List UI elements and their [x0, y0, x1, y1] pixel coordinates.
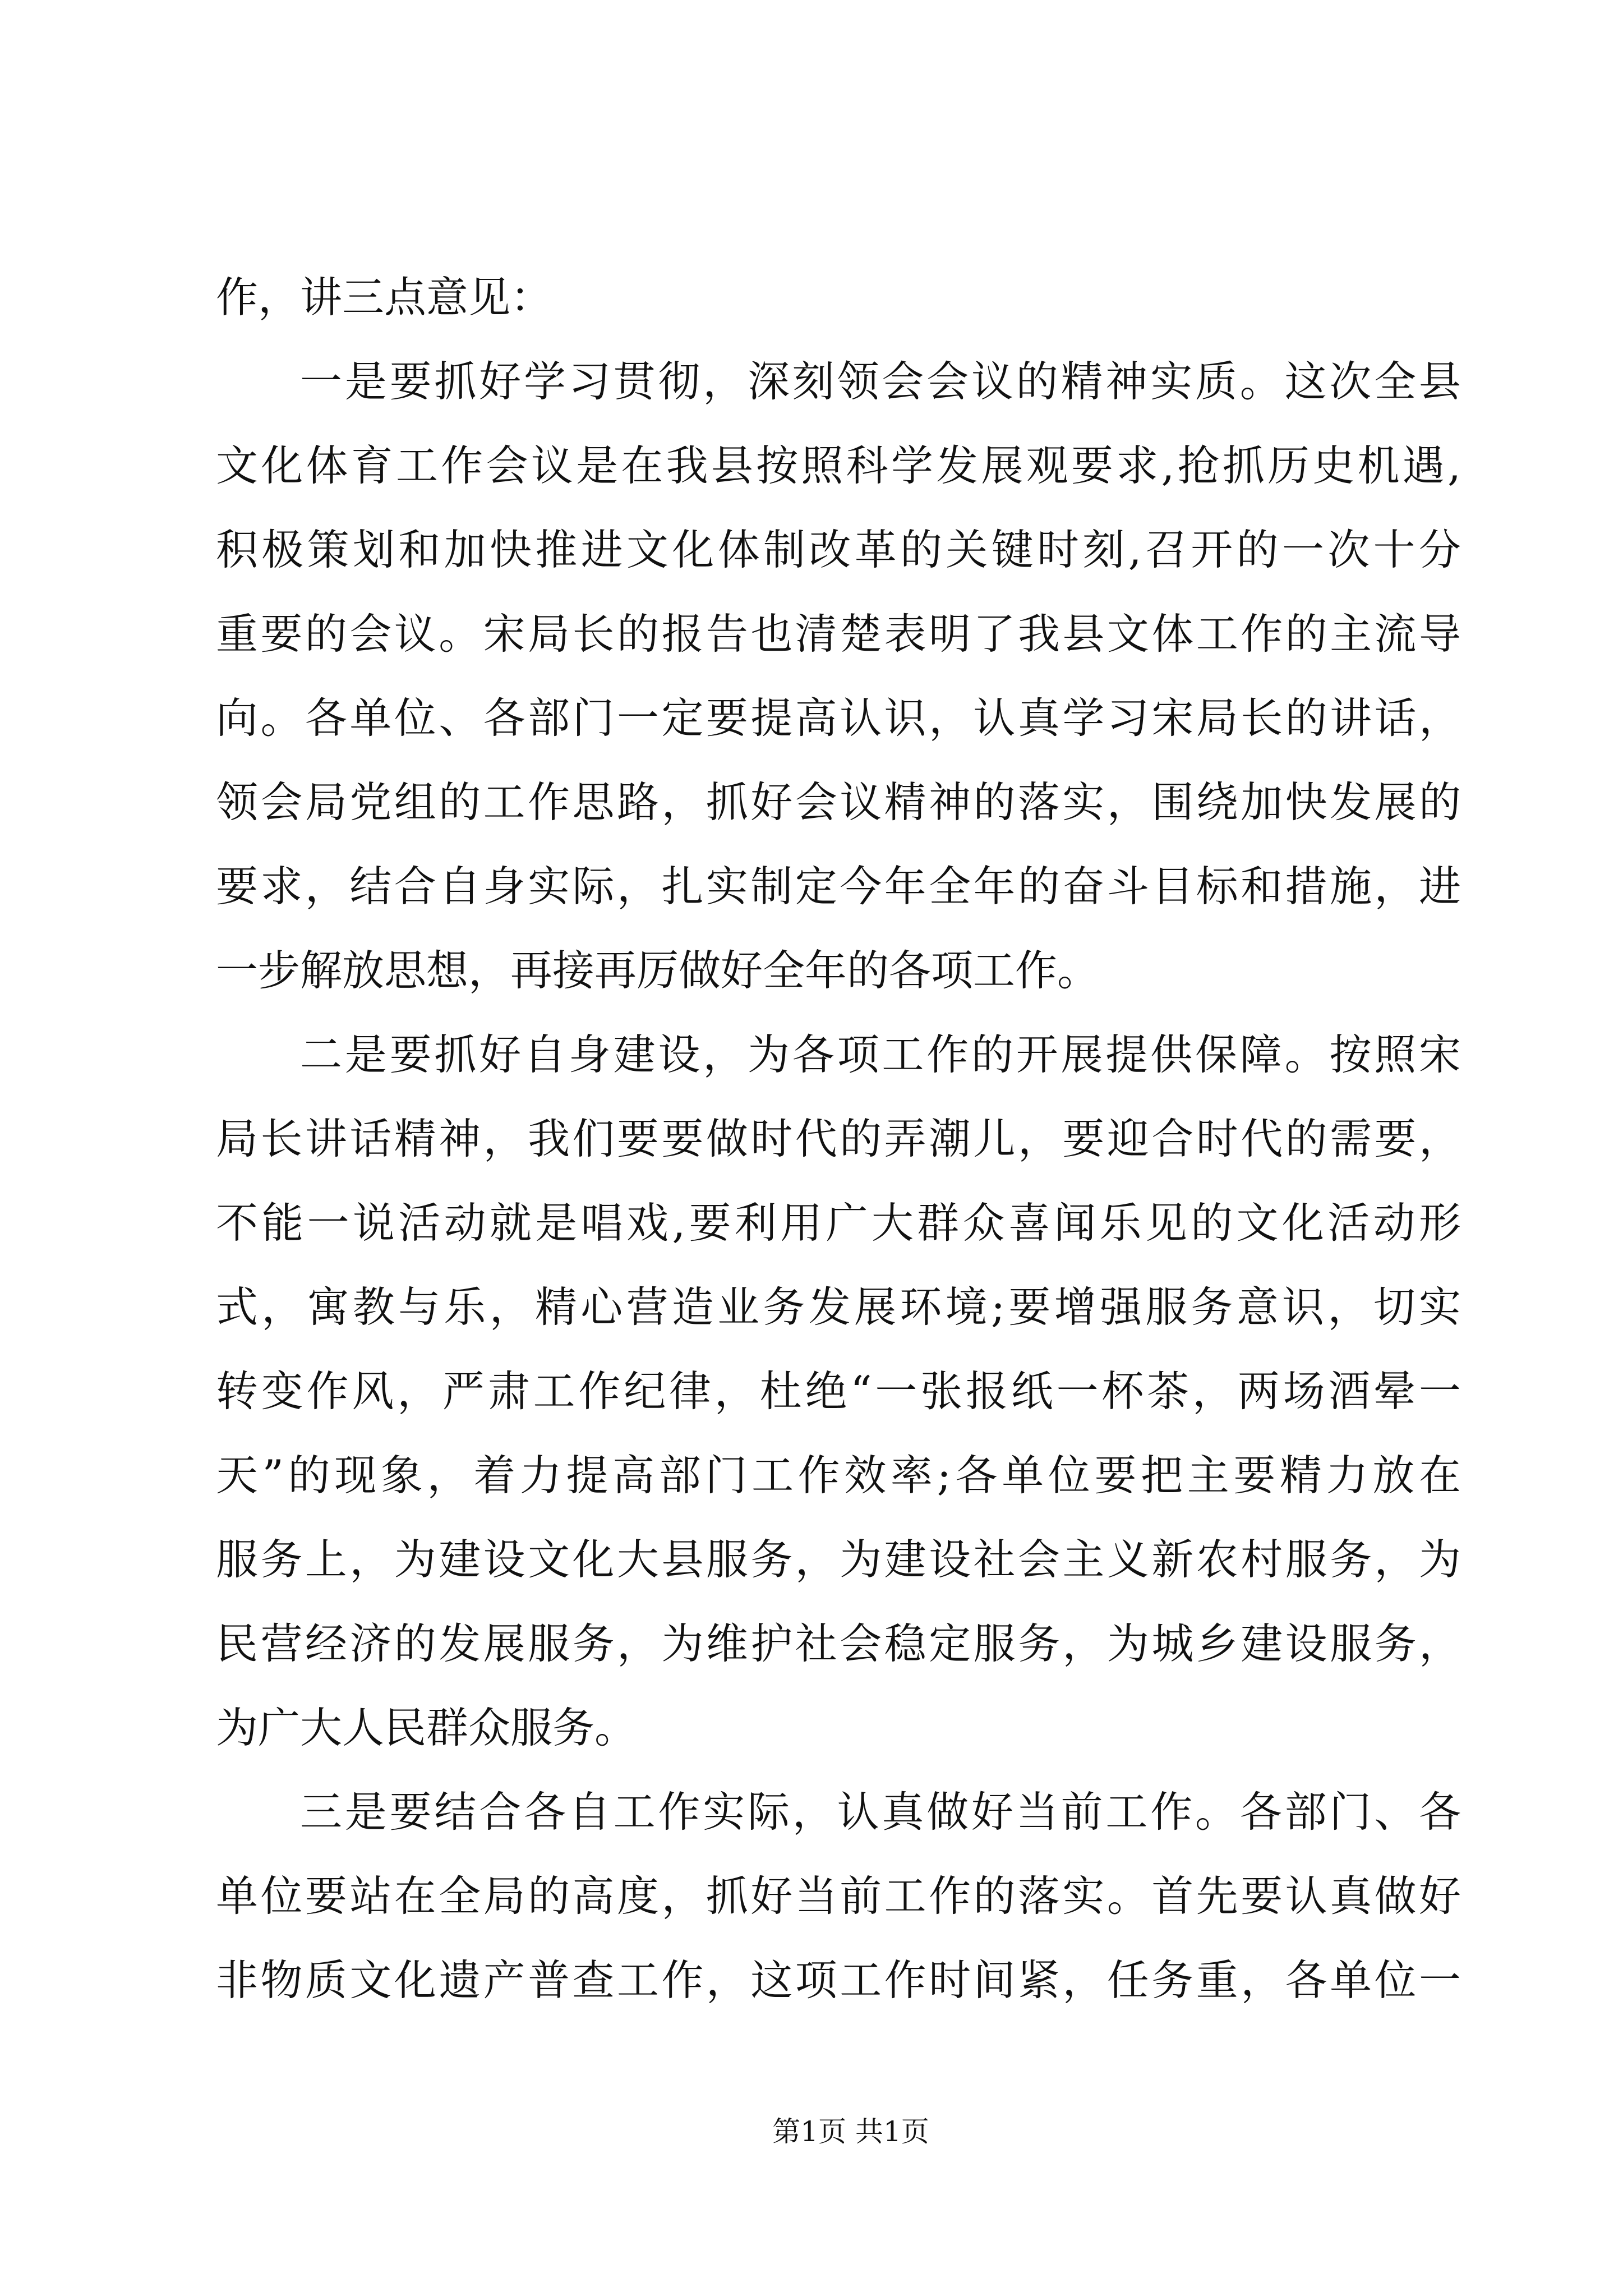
text-line: 转变作风，严肃工作纪律，杜绝“一张报纸一杯茶，两场酒晕一 — [216, 1366, 1461, 1416]
text-line: 领会局党组的工作思路，抓好会议精神的落实，围绕加快发展的 — [216, 777, 1461, 827]
text-line: 不能一说活动就是唱戏,要利用广大群众喜闻乐见的文化活动形 — [216, 1198, 1461, 1248]
text-line: 要求，结合自身实际，扎实制定今年全年的奋斗目标和措施，进 — [216, 862, 1461, 911]
paragraph-point-two — [216, 1013, 1461, 1770]
text-line: 非物质文化遗产普查工作，这项工作时间紧，任务重，各单位一 — [216, 1955, 1461, 2005]
text-line: 作，讲三点意见： — [216, 273, 553, 322]
text-line: 文化体育工作会议是在我县按照科学发展观要求,抢抓历史机遇, — [216, 441, 1461, 490]
text-line: 式，寓教与乐，精心营造业务发展环境;要增强服务意识，切实 — [216, 1282, 1461, 1332]
text-line: 局长讲话精神，我们要要做时代的弄潮儿，要迎合时代的需要， — [216, 1114, 1461, 1163]
text-line: 单位要站在全局的高度，抓好当前工作的落实。首先要认真做好 — [216, 1871, 1461, 1921]
text-line: 为广大人民群众服务。 — [216, 1703, 637, 1752]
paragraph-continuation — [216, 255, 1461, 339]
text-line: 一是要抓好学习贯彻，深刻领会会议的精神实质。这次全县 — [300, 357, 1461, 406]
page-footer — [0, 2112, 1623, 2151]
text-line: 向。各单位、各部门一定要提高认识，认真学习宋局长的讲话， — [216, 693, 1461, 743]
text-line: 二是要抓好自身建设，为各项工作的开展提供保障。按照宋 — [300, 1030, 1461, 1079]
page-number: 第1页 共1页 — [772, 2115, 929, 2148]
text-line: 天”的现象，着力提高部门工作效率;各单位要把主要精力放在 — [216, 1451, 1461, 1500]
text-line: 服务上，为建设文化大县服务，为建设社会主义新农村服务，为 — [216, 1535, 1461, 1584]
document-body — [216, 255, 1461, 2022]
text-line: 民营经济的发展服务，为维护社会稳定服务，为城乡建设服务， — [216, 1619, 1461, 1668]
paragraph-point-one — [216, 339, 1461, 1013]
text-line: 一步解放思想，再接再厉做好全年的各项工作。 — [216, 946, 1100, 995]
text-line: 三是要结合各自工作实际，认真做好当前工作。各部门、各 — [300, 1787, 1461, 1837]
text-line: 重要的会议。宋局长的报告也清楚表明了我县文体工作的主流导 — [216, 609, 1461, 659]
text-line: 积极策划和加快推进文化体制改革的关键时刻,召开的一次十分 — [216, 525, 1461, 574]
paragraph-point-three — [216, 1770, 1461, 2022]
